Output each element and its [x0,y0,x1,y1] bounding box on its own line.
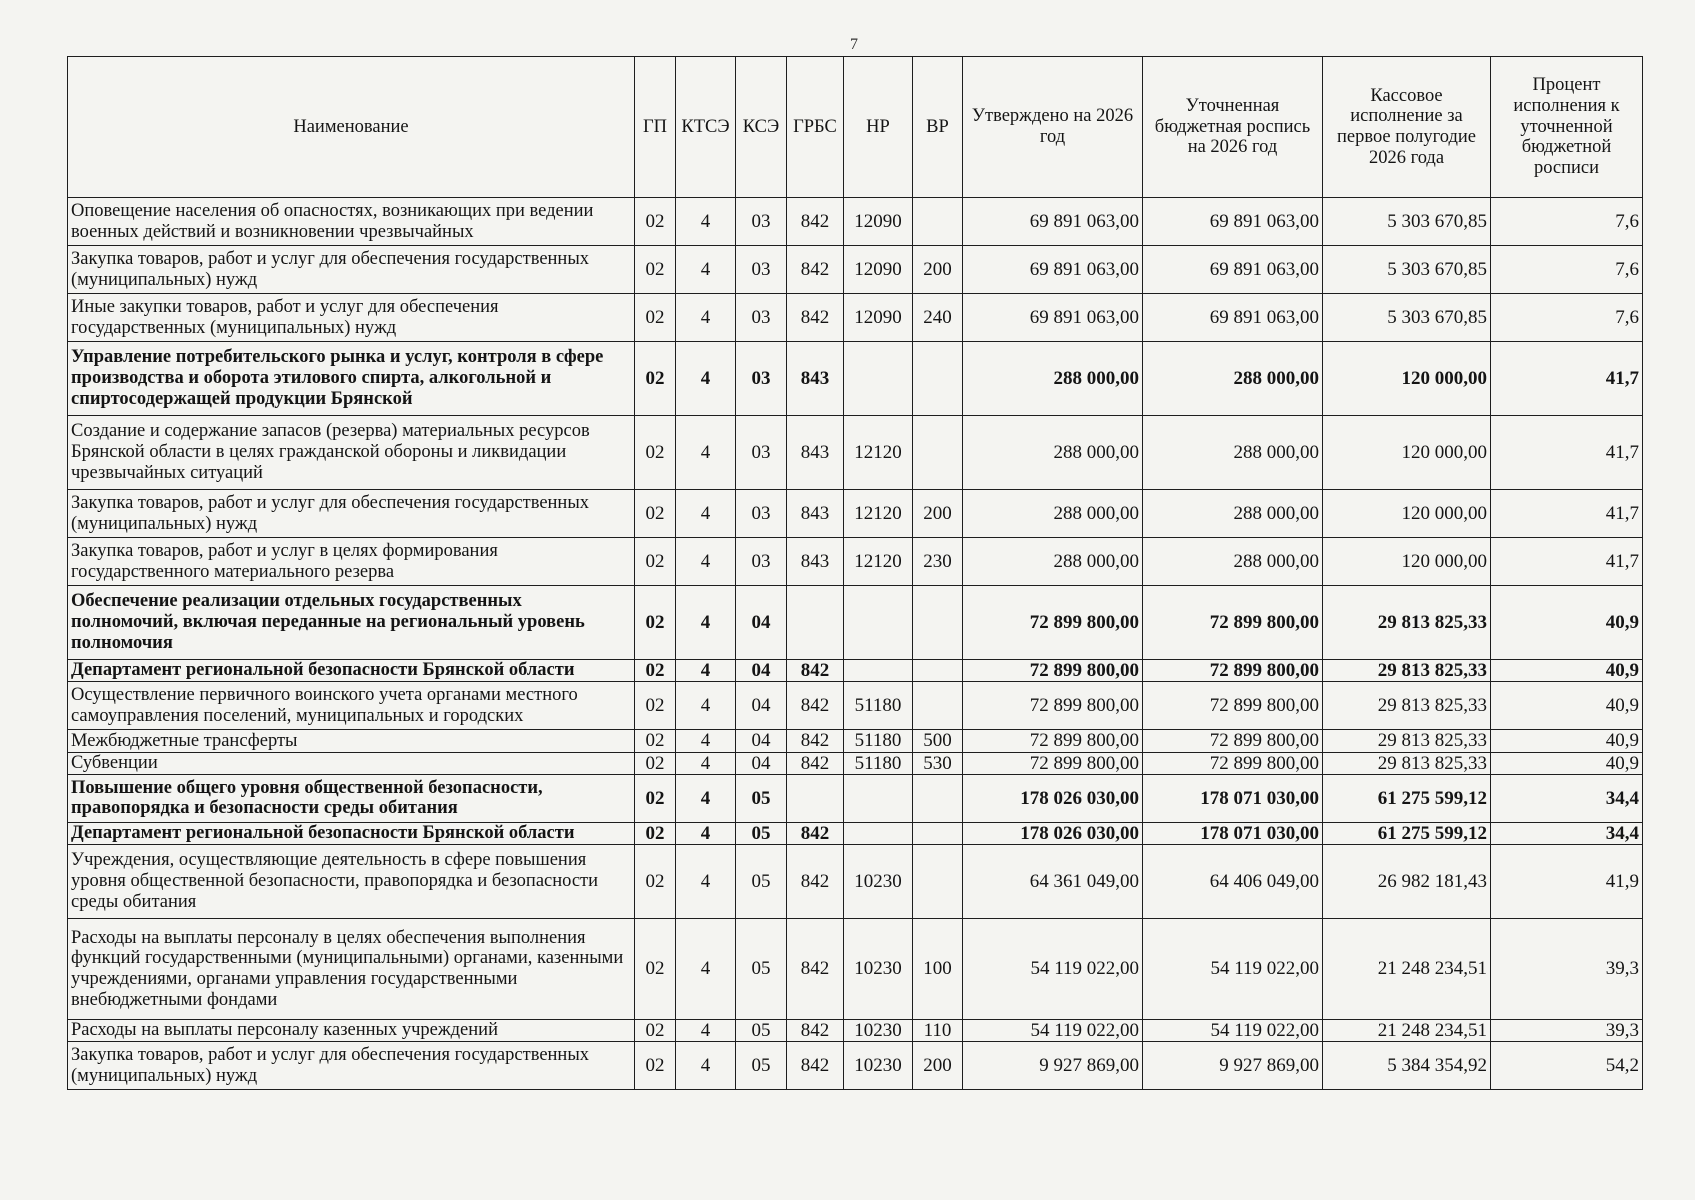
cell-vr [913,682,963,730]
table-row [68,294,1643,342]
table-row [68,490,1643,538]
cell-percent: 40,9 [1491,586,1643,660]
cell-percent: 40,9 [1491,752,1643,774]
table-row [68,660,1643,682]
cell-name: Повышение общего уровня общественной безопасности, правопорядка и безопасности среды обитания [68,774,635,822]
header-nr: НР [844,57,913,198]
cell-cash-execution: 120 000,00 [1323,342,1491,416]
table-row [68,1020,1643,1042]
table-row [68,538,1643,586]
cell-name: Закупка товаров, работ и услуг в целях формирования государственного материального резерва [68,538,635,586]
header-ktse: КТСЭ [676,57,736,198]
cell-gp: 02 [635,1020,676,1042]
cell-name: Создание и содержание запасов (резерва) материальных ресурсов Брянской области в целях гражданской обороны и ликвидации чрезвычайных ситуаций [68,416,635,490]
cell-ktse: 4 [676,730,736,752]
cell-cash-execution: 29 813 825,33 [1323,660,1491,682]
cell-name: Департамент региональной безопасности Брянской области [68,660,635,682]
cell-percent: 7,6 [1491,294,1643,342]
header-vr: ВР [913,57,963,198]
cell-approved: 72 899 800,00 [963,682,1143,730]
cell-ktse: 4 [676,416,736,490]
cell-kse: 03 [736,246,787,294]
table-body [68,198,1643,1090]
cell-grbs: 842 [787,919,844,1020]
cell-approved: 54 119 022,00 [963,1020,1143,1042]
cell-grbs: 842 [787,730,844,752]
cell-nr: 12090 [844,246,913,294]
cell-approved: 64 361 049,00 [963,845,1143,919]
cell-ktse: 4 [676,660,736,682]
cell-percent: 34,4 [1491,822,1643,844]
cell-grbs: 842 [787,246,844,294]
table-row [68,730,1643,752]
cell-gp: 02 [635,246,676,294]
cell-refined: 288 000,00 [1143,416,1323,490]
cell-refined: 72 899 800,00 [1143,682,1323,730]
cell-vr: 240 [913,294,963,342]
cell-ktse: 4 [676,752,736,774]
table-row [68,774,1643,822]
cell-nr: 12090 [844,198,913,246]
budget-execution-table [67,56,1643,1090]
cell-nr: 12120 [844,490,913,538]
table-row [68,919,1643,1020]
cell-vr [913,586,963,660]
cell-nr [844,586,913,660]
cell-percent: 40,9 [1491,682,1643,730]
cell-name: Субвенции [68,752,635,774]
cell-percent: 41,7 [1491,416,1643,490]
cell-grbs: 843 [787,538,844,586]
cell-percent: 7,6 [1491,246,1643,294]
cell-cash-execution: 21 248 234,51 [1323,919,1491,1020]
cell-refined: 72 899 800,00 [1143,586,1323,660]
cell-name: Управление потребительского рынка и услуг, контроля в сфере производства и оборота этилового спирта, алкогольной и спиртосодержащей продукции Брянской [68,342,635,416]
cell-refined: 69 891 063,00 [1143,294,1323,342]
cell-ktse: 4 [676,1042,736,1090]
cell-vr: 200 [913,490,963,538]
cell-kse: 03 [736,490,787,538]
cell-kse: 05 [736,822,787,844]
cell-grbs: 843 [787,342,844,416]
cell-gp: 02 [635,845,676,919]
cell-refined: 288 000,00 [1143,342,1323,416]
cell-ktse: 4 [676,538,736,586]
cell-vr: 200 [913,246,963,294]
cell-vr [913,660,963,682]
cell-vr: 100 [913,919,963,1020]
cell-grbs: 842 [787,822,844,844]
cell-refined: 178 071 030,00 [1143,822,1323,844]
header-gp: ГП [635,57,676,198]
page-number: 7 [850,36,858,53]
cell-approved: 72 899 800,00 [963,660,1143,682]
cell-ktse: 4 [676,586,736,660]
cell-gp: 02 [635,342,676,416]
cell-gp: 02 [635,294,676,342]
table-row [68,822,1643,844]
cell-approved: 288 000,00 [963,538,1143,586]
cell-ktse: 4 [676,822,736,844]
cell-grbs [787,774,844,822]
table-row [68,682,1643,730]
cell-kse: 05 [736,845,787,919]
cell-cash-execution: 120 000,00 [1323,416,1491,490]
cell-vr [913,416,963,490]
cell-gp: 02 [635,490,676,538]
cell-approved: 178 026 030,00 [963,774,1143,822]
cell-approved: 72 899 800,00 [963,730,1143,752]
table-row [68,342,1643,416]
cell-grbs: 842 [787,845,844,919]
cell-percent: 41,7 [1491,490,1643,538]
cell-name: Осуществление первичного воинского учета органами местного самоуправления поселений, муниципальных и городских [68,682,635,730]
cell-cash-execution: 120 000,00 [1323,490,1491,538]
cell-percent: 41,9 [1491,845,1643,919]
cell-ktse: 4 [676,682,736,730]
table-header-row [68,57,1643,198]
cell-cash-execution: 5 384 354,92 [1323,1042,1491,1090]
cell-percent: 54,2 [1491,1042,1643,1090]
table-row [68,752,1643,774]
cell-kse: 04 [736,752,787,774]
cell-gp: 02 [635,730,676,752]
cell-approved: 288 000,00 [963,342,1143,416]
cell-nr: 10230 [844,1020,913,1042]
header-grbs: ГРБС [787,57,844,198]
cell-vr [913,822,963,844]
cell-ktse: 4 [676,490,736,538]
cell-ktse: 4 [676,294,736,342]
cell-refined: 9 927 869,00 [1143,1042,1323,1090]
cell-grbs [787,586,844,660]
cell-approved: 178 026 030,00 [963,822,1143,844]
cell-approved: 72 899 800,00 [963,752,1143,774]
cell-name: Закупка товаров, работ и услуг для обеспечения государственных (муниципальных) нужд [68,490,635,538]
cell-approved: 54 119 022,00 [963,919,1143,1020]
cell-gp: 02 [635,1042,676,1090]
table-row [68,246,1643,294]
cell-grbs: 842 [787,752,844,774]
cell-vr: 230 [913,538,963,586]
cell-name: Департамент региональной безопасности Брянской области [68,822,635,844]
cell-cash-execution: 61 275 599,12 [1323,822,1491,844]
cell-grbs: 842 [787,682,844,730]
cell-kse: 05 [736,1042,787,1090]
cell-ktse: 4 [676,198,736,246]
cell-cash-execution: 21 248 234,51 [1323,1020,1491,1042]
cell-gp: 02 [635,774,676,822]
cell-approved: 72 899 800,00 [963,586,1143,660]
cell-refined: 72 899 800,00 [1143,730,1323,752]
cell-nr [844,774,913,822]
cell-refined: 72 899 800,00 [1143,752,1323,774]
cell-name: Закупка товаров, работ и услуг для обеспечения государственных (муниципальных) нужд [68,246,635,294]
cell-nr: 10230 [844,919,913,1020]
cell-nr: 51180 [844,752,913,774]
cell-cash-execution: 29 813 825,33 [1323,682,1491,730]
cell-ktse: 4 [676,845,736,919]
cell-percent: 39,3 [1491,1020,1643,1042]
cell-kse: 03 [736,294,787,342]
cell-gp: 02 [635,822,676,844]
cell-cash-execution: 29 813 825,33 [1323,586,1491,660]
cell-percent: 40,9 [1491,660,1643,682]
cell-gp: 02 [635,416,676,490]
cell-gp: 02 [635,752,676,774]
cell-kse: 05 [736,1020,787,1042]
cell-gp: 02 [635,198,676,246]
cell-approved: 69 891 063,00 [963,246,1143,294]
cell-name: Расходы на выплаты персоналу казенных учреждений [68,1020,635,1042]
cell-nr: 10230 [844,1042,913,1090]
cell-vr [913,198,963,246]
cell-gp: 02 [635,919,676,1020]
cell-cash-execution: 29 813 825,33 [1323,752,1491,774]
cell-refined: 54 119 022,00 [1143,919,1323,1020]
cell-kse: 03 [736,342,787,416]
cell-cash-execution: 5 303 670,85 [1323,246,1491,294]
cell-grbs: 842 [787,1020,844,1042]
cell-vr [913,845,963,919]
cell-vr: 530 [913,752,963,774]
table-row [68,416,1643,490]
cell-kse: 05 [736,774,787,822]
cell-name: Расходы на выплаты персоналу в целях обеспечения выполнения функций государственными (муниципальными) органами, казенными учреждениями, органами управления государственными внебюджетными фондами [68,919,635,1020]
cell-nr: 12090 [844,294,913,342]
cell-cash-execution: 120 000,00 [1323,538,1491,586]
cell-ktse: 4 [676,1020,736,1042]
cell-gp: 02 [635,660,676,682]
cell-approved: 288 000,00 [963,416,1143,490]
cell-ktse: 4 [676,246,736,294]
cell-name: Межбюджетные трансферты [68,730,635,752]
cell-percent: 34,4 [1491,774,1643,822]
cell-nr [844,822,913,844]
table-row [68,586,1643,660]
cell-grbs: 842 [787,660,844,682]
cell-grbs: 842 [787,1042,844,1090]
cell-percent: 41,7 [1491,538,1643,586]
cell-nr: 51180 [844,730,913,752]
header-refined: Уточненная бюджетная роспись на 2026 год [1143,57,1323,198]
cell-nr: 51180 [844,682,913,730]
cell-cash-execution: 5 303 670,85 [1323,198,1491,246]
cell-vr: 110 [913,1020,963,1042]
cell-refined: 178 071 030,00 [1143,774,1323,822]
header-kse: КСЭ [736,57,787,198]
header-approved: Утверждено на 2026 год [963,57,1143,198]
cell-refined: 69 891 063,00 [1143,198,1323,246]
table-row [68,1042,1643,1090]
header-cash-execution: Кассовое исполнение за первое полугодие 2026 года [1323,57,1491,198]
cell-refined: 54 119 022,00 [1143,1020,1323,1042]
cell-refined: 288 000,00 [1143,490,1323,538]
cell-ktse: 4 [676,919,736,1020]
cell-kse: 03 [736,416,787,490]
cell-refined: 64 406 049,00 [1143,845,1323,919]
cell-nr: 10230 [844,845,913,919]
cell-approved: 69 891 063,00 [963,198,1143,246]
cell-percent: 7,6 [1491,198,1643,246]
cell-kse: 05 [736,919,787,1020]
cell-name: Иные закупки товаров, работ и услуг для обеспечения государственных (муниципальных) нужд [68,294,635,342]
cell-nr: 12120 [844,538,913,586]
cell-refined: 288 000,00 [1143,538,1323,586]
cell-grbs: 843 [787,490,844,538]
cell-cash-execution: 26 982 181,43 [1323,845,1491,919]
cell-vr: 200 [913,1042,963,1090]
cell-grbs: 842 [787,198,844,246]
cell-approved: 9 927 869,00 [963,1042,1143,1090]
cell-nr [844,342,913,416]
table-row [68,845,1643,919]
cell-percent: 39,3 [1491,919,1643,1020]
cell-kse: 03 [736,538,787,586]
cell-name: Закупка товаров, работ и услуг для обеспечения государственных (муниципальных) нужд [68,1042,635,1090]
cell-approved: 288 000,00 [963,490,1143,538]
cell-percent: 40,9 [1491,730,1643,752]
cell-nr [844,660,913,682]
cell-gp: 02 [635,682,676,730]
cell-cash-execution: 29 813 825,33 [1323,730,1491,752]
cell-gp: 02 [635,538,676,586]
cell-kse: 04 [736,660,787,682]
header-percent: Процент исполнения к уточненной бюджетной росписи [1491,57,1643,198]
cell-approved: 69 891 063,00 [963,294,1143,342]
cell-kse: 04 [736,586,787,660]
cell-vr [913,342,963,416]
cell-kse: 03 [736,198,787,246]
cell-ktse: 4 [676,774,736,822]
cell-name: Оповещение населения об опасностях, возникающих при ведении военных действий и возникновении чрезвычайных [68,198,635,246]
cell-cash-execution: 5 303 670,85 [1323,294,1491,342]
table-row [68,198,1643,246]
cell-grbs: 843 [787,416,844,490]
cell-name: Обеспечение реализации отдельных государственных полномочий, включая переданные на региональный уровень полномочия [68,586,635,660]
cell-nr: 12120 [844,416,913,490]
cell-ktse: 4 [676,342,736,416]
cell-percent: 41,7 [1491,342,1643,416]
cell-kse: 04 [736,682,787,730]
cell-grbs: 842 [787,294,844,342]
cell-vr [913,774,963,822]
cell-gp: 02 [635,586,676,660]
cell-refined: 69 891 063,00 [1143,246,1323,294]
cell-cash-execution: 61 275 599,12 [1323,774,1491,822]
header-name: Наименование [68,57,635,198]
cell-name: Учреждения, осуществляющие деятельность в сфере повышения уровня общественной безопасности, правопорядка и безопасности среды обитания [68,845,635,919]
cell-refined: 72 899 800,00 [1143,660,1323,682]
cell-vr: 500 [913,730,963,752]
cell-kse: 04 [736,730,787,752]
